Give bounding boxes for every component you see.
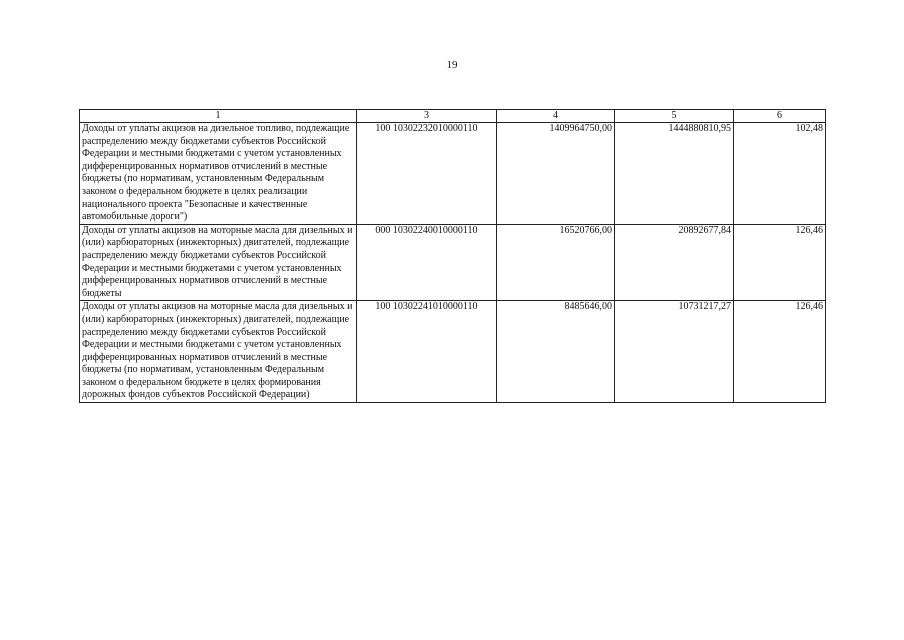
row-col4-amount: 1409964750,00 [497,123,615,225]
row-col4-amount: 8485646,00 [497,301,615,403]
row-col6-percent: 126,46 [734,301,826,403]
row-col6-percent: 102,48 [734,123,826,225]
row-code: 000 10302240010000110 [357,224,497,301]
row-code: 100 10302232010000110 [357,123,497,225]
row-col6-percent: 126,46 [734,224,826,301]
header-col-1: 1 [80,110,357,123]
table-row [80,123,826,225]
row-description: Доходы от уплаты акцизов на моторные масла для дизельных и (или) карбюраторных (инжекторных) двигателей, подлежащие распределению между бюджетами субъектов Российской Федерации и местными бюджетами с учетом установленных дифференцированных нормативов отчислений в местные бюджеты [80,224,357,301]
table-header-row [80,110,826,123]
table-row [80,224,826,301]
row-description: Доходы от уплаты акцизов на дизельное топливо, подлежащие распределению между бюджетами субъектов Российской Федерации и местными бюджетами с учетом установленных дифференцированных нормативов отчислений в местные бюджеты (по нормативам, установленным Федеральным законом о федеральном бюджете в целях реализации национального проекта "Безопасные и качественные автомобильные дороги") [80,123,357,225]
row-code: 100 10302241010000110 [357,301,497,403]
header-col-4: 4 [497,110,615,123]
page-number: 19 [446,59,458,71]
row-col4-amount: 16520766,00 [497,224,615,301]
header-col-5: 5 [615,110,734,123]
row-col5-amount: 20892677,84 [615,224,734,301]
row-description: Доходы от уплаты акцизов на моторные масла для дизельных и (или) карбюраторных (инжекторных) двигателей, подлежащие распределению между бюджетами субъектов Российской Федерации и местными бюджетами с учетом установленных дифференцированных нормативов отчислений в местные бюджеты (по нормативам, установленным Федеральным законом о федеральном бюджете в целях формирования дорожных фондов субъектов Российской Федерации) [80,301,357,403]
row-col5-amount: 1444880810,95 [615,123,734,225]
header-col-6: 6 [734,110,826,123]
row-col5-amount: 10731217,27 [615,301,734,403]
table-row [80,301,826,403]
revenue-table [79,109,826,403]
header-col-3: 3 [357,110,497,123]
